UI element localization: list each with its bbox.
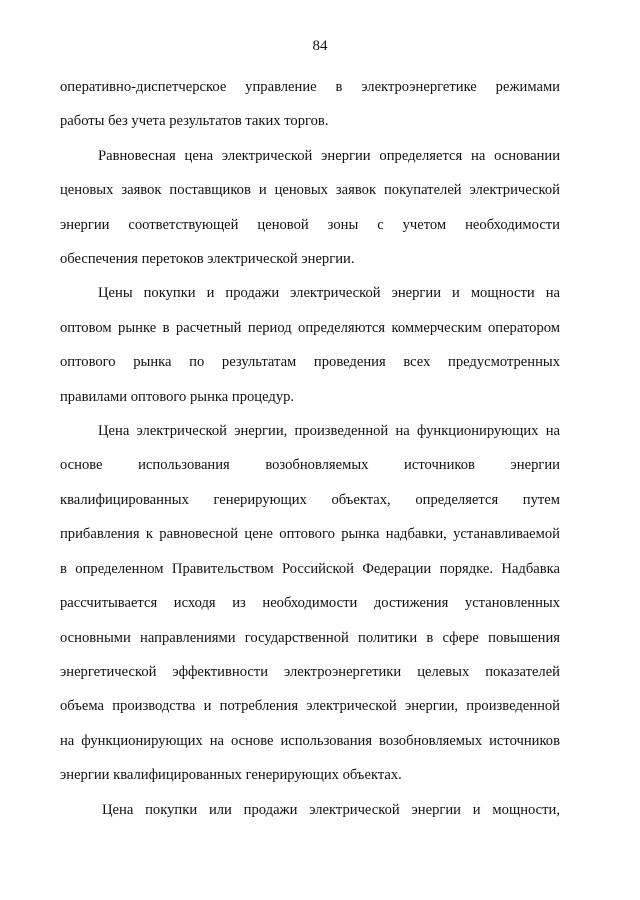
text-line: Цена покупки или продажи электрической энергии и мощности, <box>102 801 560 818</box>
paragraph-purchase-prices <box>60 276 560 414</box>
document-body <box>60 70 560 827</box>
paragraph-purchase-or-sale <box>60 793 560 827</box>
page-number: 84 <box>312 38 328 54</box>
paragraph-equilibrium-price <box>60 139 560 277</box>
text-line: оперативно-диспетчерское управление в электроэнергетике режимами <box>60 79 560 95</box>
text-line: оптовом рынке в расчетный период определяются коммерческим оператором <box>60 319 560 336</box>
text-line: рассчитывается исходя из необходимости достижения установленных <box>60 595 560 612</box>
text-line: основными направлениями государственной политики в сфере повышения <box>60 629 560 646</box>
text-line: правилами оптового рынка процедур. <box>60 388 295 405</box>
text-line: Равновесная цена электрической энергии определяется на основании <box>98 147 560 164</box>
text-line: обеспечения перетоков электрической энергии. <box>60 251 355 268</box>
text-line: оптового рынка по результатам проведения всех предусмотренных <box>60 354 560 371</box>
text-line: квалифицированных генерирующих объектах, определяется путем <box>60 491 560 508</box>
text-line: ценовых заявок поставщиков и ценовых заявок покупателей электрической <box>60 182 560 199</box>
text-line: работы без учета результатов таких торгов. <box>60 113 329 130</box>
text-line: объема производства и потребления электрической энергии, произведенной <box>60 698 560 715</box>
text-line: энергии квалифицированных генерирующих объектах. <box>60 767 402 784</box>
text-line: энергии соответствующей ценовой зоны с учетом необходимости <box>60 216 560 233</box>
text-line: основе использования возобновляемых источников энергии <box>60 457 560 474</box>
paragraph-continuation <box>60 70 560 139</box>
text-line: на функционирующих на основе использования возобновляемых источников <box>60 732 560 749</box>
text-line: Цена электрической энергии, произведенной на функционирующих на <box>98 423 560 440</box>
text-line: прибавления к равновесной цене оптового рынка надбавки, устанавливаемой <box>60 526 560 543</box>
text-line: Цены покупки и продажи электрической энергии и мощности на <box>98 285 560 302</box>
text-line: энергетической эффективности электроэнергетики целевых показателей <box>60 663 560 680</box>
text-line: в определенном Правительством Российской Федерации порядке. Надбавка <box>60 560 560 577</box>
paragraph-renewable-price <box>60 414 560 792</box>
